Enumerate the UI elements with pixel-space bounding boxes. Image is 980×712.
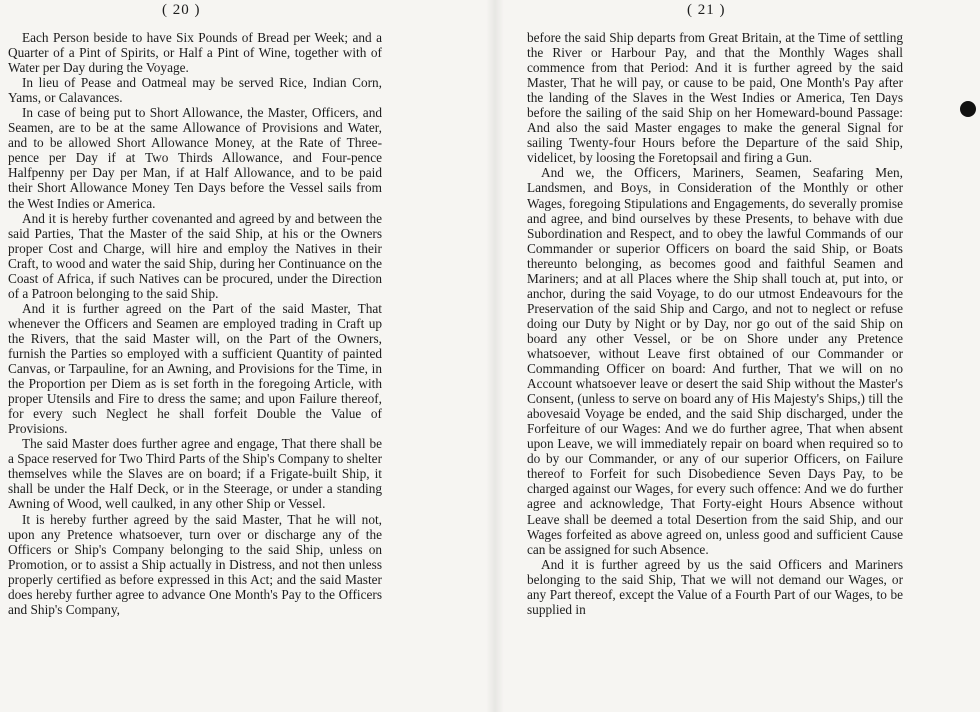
left-page-number: ( 20 ) (162, 2, 201, 18)
paragraph: In case of being put to Short Allowance, the Master, Officers, and Seamen, are to be at the same Allowance of Provisions and Water, and to be allowed Short Allowance Money, at the Rate of Three-pence per Day if at Two Thirds Allowance, and Four-pence Halfpenny per Day per Man, if at Half Allowance, and to be paid their Short Allowance Money Ten Days before the Vessel sails from the West Indies or America. (8, 105, 382, 211)
paragraph: Each Person beside to have Six Pounds of Bread per Week; and a Quarter of a Pint of Spirits, or Half a Pint of Wine, together with of Water per Day during the Voyage. (8, 30, 382, 76)
right-page-number: ( 21 ) (687, 2, 726, 18)
paragraph: And it is further agreed on the Part of the said Master, That whenever the Officers and Seamen are employed trading in Craft up the Rivers, that the said Master will, on the Part of the Owners, furnish the Parties so employed with a sufficient Quantity of painted Canvas, or Tarpauline, for an Awning, and Provisions for the Time, in the Proportion per Diem as is set forth in the foregoing Article, with proper Utensils and Fire to dress the same; and upon Failure thereof, for every such Neglect he shall forfeit Double the Value of Provisions. (8, 300, 382, 437)
paragraph: It is hereby further agreed by the said Master, That he will not, upon any Pretence whatsoever, turn over or discharge any of the Officers or Ship's Company belonging to the said Ship, unless on Promotion, or to assist a Ship actually in Distress, and not then unless properly certified as before expressed in this Act; and the said Master does hereby further agree to advance One Month's Pay to the Officers and Ship's Company, (8, 511, 382, 617)
paragraph: And we, the Officers, Mariners, Seamen, Seafaring Men, Landsmen, and Boys, in Consideration of the Monthly or other Wages, foregoing Stipulations and Engagements, do severally promise and agree, and bind ourselves by these Presents, to behave with due Subordination and Respect, and to obey the lawful Commands of our Commander or superior Officers on board the said Ship, or Boats thereunto belonging, as becomes good and faithful Seamen and Mariners; and at all Places where the Ship shall touch at, put into, or anchor, during the said Voyage, to do our utmost Endeavours for the Preservation of the said Ship and Cargo, and not to neglect or refuse doing our Duty by Night or by Day, nor go out of the said Ship on board any other Vessel, or be on Shore under any Pretence whatsoever, without Leave first obtained of our Commander or Commanding Officer on board: And further, That we will on no Account whatsoever leave or desert the said Ship without the Master's Consent, (unless to serve on board any of His Majesty's Ships,) till the abovesaid Voyage be ended, and the said Ship discharged, under the Forfeiture of our Wages: And we do further agree, That when absent upon Leave, we will immediately repair on board when required so to do by our Commander, or any of our superior Officers, on Failure thereof to Forfeit for such Disobedience Seven Days Pay, to be charged against our Wages, for every such offence: And we do further agree and acknowledge, That Forty-eight Hours Absence without Leave shall be deemed a total Desertion from the said Ship, and our Wages forfeited as above agreed on, unless good and sufficient Cause can be assigned for such Absence. (527, 165, 903, 557)
right-page (495, 0, 980, 712)
left-page-text (8, 30, 382, 617)
paragraph: And it is further agreed by us the said Officers and Mariners belonging to the said Ship, That we will not demand our Wages, or any Part thereof, except the Value of a Fourth Part of our Wages, to be supplied in (527, 556, 903, 617)
paragraph: In lieu of Pease and Oatmeal may be served Rice, Indian Corn, Yams, or Calavances. (8, 75, 382, 106)
paragraph: The said Master does further agree and engage, That there shall be a Space reserved for Two Third Parts of the Ship's Company to shelter themselves while the Slaves are on board; if a Frigate-built Ship, it shall be under the Half Deck, or in the Steerage, or under a standing Awning of Wood, well caulked, in any other Ship or Vessel. (8, 436, 382, 512)
ink-blot (960, 101, 976, 117)
paragraph: before the said Ship departs from Great Britain, at the Time of settling the River or Harbour Pay, and that the Monthly Wages shall commence from that Period: And it is further agreed by the said Master, That he will pay, or cause to be paid, One Month's Pay after the landing of the Slaves in the West Indies or America, Ten Days before the sailing of the said Ship on her Homeward-bound Passage: And also the said Master engages to make the general Signal for sailing Twenty-four Hours before the Departure of the said Ship, videlicet, by loosing the Foretopsail and firing a Gun. (527, 30, 903, 166)
right-page-text (527, 30, 903, 617)
paragraph: And it is hereby further covenanted and agreed by and between the said Parties, That the Master of the said Ship, at his or the Owners proper Cost and Charge, will hire and employ the Natives in their Craft, to wood and water the said Ship, during her Continuance on the Coast of Africa, if such Natives can be procured, under the Direction of a Patroon belonging to the said Ship. (8, 210, 382, 301)
